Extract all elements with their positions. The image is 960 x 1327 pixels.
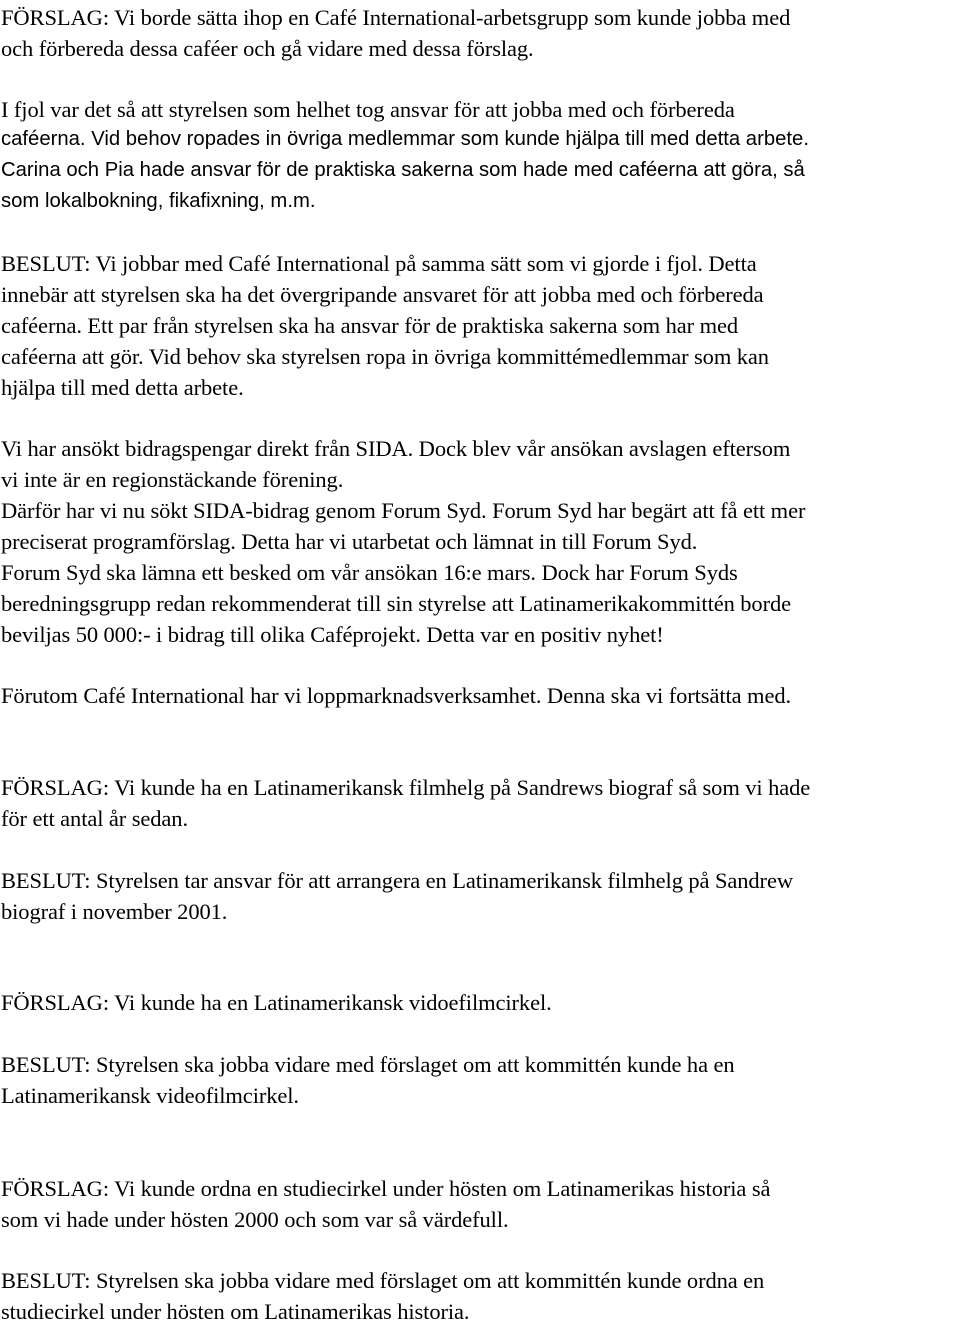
paragraph-forslag-cafe-line-2: och förbereda dessa caféer och gå vidare med dessa förslag. [1, 36, 534, 61]
paragraph-sida-line-1: Vi har ansökt bidragspengar direkt från SIDA. Dock blev vår ansökan avslagen eftersom [1, 436, 791, 461]
paragraph-forslag-film-line-2: för ett antal år sedan. [1, 806, 188, 831]
paragraph-sida-line-3: Därför har vi nu sökt SIDA-bidrag genom Forum Syd. Forum Syd har begärt att få ett mer [1, 498, 806, 523]
paragraph-beslut-film-line-2: biograf i november 2001. [1, 899, 228, 924]
paragraph-forslag-studie-line-1: FÖRSLAG: Vi kunde ordna en studiecirkel under hösten om Latinamerikas historia så [1, 1176, 771, 1201]
paragraph-sida-line-7: beviljas 50 000:- i bidrag till olika Caféprojekt. Detta var en positiv nyhet! [1, 622, 664, 647]
paragraph-history-line-1: I fjol var det så att styrelsen som helhet tog ansvar för att jobba med och förbereda [1, 97, 735, 122]
paragraph-beslut-cafe-line-5: hjälpa till med detta arbete. [1, 375, 244, 400]
paragraph-sida-line-4: preciserat programförslag. Detta har vi utarbetat och lämnat in till Forum Syd. [1, 529, 698, 554]
paragraph-beslut-cafe-line-2: innebär att styrelsen ska ha det övergripande ansvaret för att jobba med och förbereda [1, 282, 764, 307]
paragraph-history-line-4: som lokalbokning, fikafixning, m.m. [1, 190, 316, 212]
paragraph-loppmarknad: Förutom Café International har vi loppmarknadsverksamhet. Denna ska vi fortsätta med. [1, 683, 792, 708]
paragraph-beslut-video-line-1: BESLUT: Styrelsen ska jobba vidare med förslaget om att kommittén kunde ha en [1, 1052, 735, 1077]
paragraph-beslut-studie-line-2: studiecirkel under hösten om Latinamerikas historia. [1, 1299, 470, 1324]
paragraph-sida-line-2: vi inte är en regionstäckande förening. [1, 467, 344, 492]
paragraph-sida-line-5: Forum Syd ska lämna ett besked om vår ansökan 16:e mars. Dock har Forum Syds [1, 560, 738, 585]
paragraph-history-line-2: caféerna. Vid behov ropades in övriga medlemmar som kunde hjälpa till med detta arbete. [1, 128, 809, 150]
paragraph-beslut-studie-line-1: BESLUT: Styrelsen ska jobba vidare med förslaget om att kommittén kunde ordna en [1, 1268, 765, 1293]
paragraph-forslag-studie-line-2: som vi hade under hösten 2000 och som var så värdefull. [1, 1207, 509, 1232]
paragraph-forslag-film-line-1: FÖRSLAG: Vi kunde ha en Latinamerikansk filmhelg på Sandrews biograf så som vi hade [1, 775, 811, 800]
paragraph-beslut-video-line-2: Latinamerikansk videofilmcirkel. [1, 1083, 299, 1108]
paragraph-beslut-film-line-1: BESLUT: Styrelsen tar ansvar för att arrangera en Latinamerikansk filmhelg på Sandrew [1, 868, 793, 893]
paragraph-beslut-cafe-line-4: caféerna att gör. Vid behov ska styrelsen ropa in övriga kommittémedlemmar som kan [1, 344, 769, 369]
paragraph-beslut-cafe-line-3: caféerna. Ett par från styrelsen ska ha ansvar för de praktiska sakerna som har med [1, 313, 739, 338]
paragraph-history-line-3: Carina och Pia hade ansvar för de praktiska sakerna som hade med caféerna att göra, så [1, 159, 805, 181]
paragraph-beslut-cafe-line-1: BESLUT: Vi jobbar med Café International på samma sätt som vi gjorde i fjol. Detta [1, 251, 757, 276]
paragraph-sida-line-6: beredningsgrupp redan rekommenderat till sin styrelse att Latinamerikakommittén borde [1, 591, 792, 616]
paragraph-forslag-video: FÖRSLAG: Vi kunde ha en Latinamerikansk vidoefilmcirkel. [1, 990, 552, 1015]
paragraph-forslag-cafe-line-1: FÖRSLAG: Vi borde sätta ihop en Café International-arbetsgrupp som kunde jobba med [1, 5, 791, 30]
